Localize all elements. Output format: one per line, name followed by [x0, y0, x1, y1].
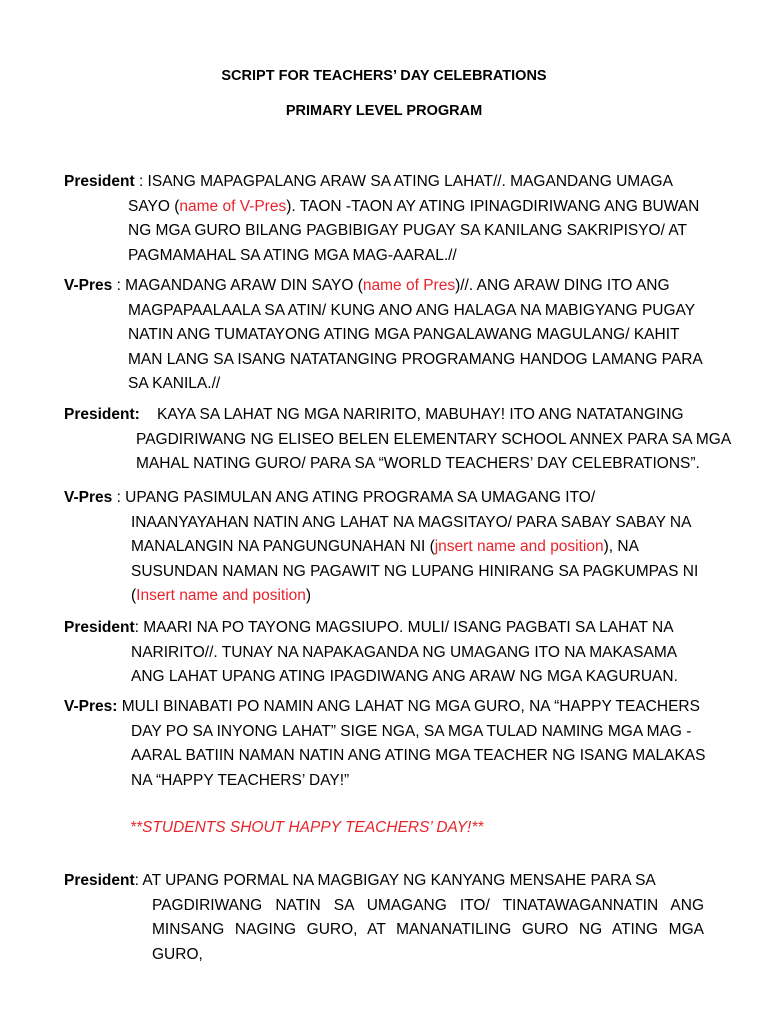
speaker-label: V-Pres	[64, 489, 113, 506]
script-paragraph-vpres-1: V-Pres : MAGANDANG ARAW DIN SAYO (name of Pres)//. ANG ARAW DING ITO ANG MAGPAPAALAALA SA ATIN/ KUNG ANO ANG HALAGA NA MABIGYANG PUGAY NATIN ANG TUMATAYONG ATING MGA PANGALAWANG MAGULANG/ KAHIT MAN LANG SA ISANG NATATANGING PROGRAMANG HANDOG LAMANG PARA SA KANILA.//	[64, 277, 703, 392]
dialogue-text: : ISANG MAPAGPALANG ARAW SA ATING LAHAT//. MAGANDANG UMAGA	[134, 173, 673, 190]
script-paragraph-president-1: President : ISANG MAPAGPALANG ARAW SA ATING LAHAT//. MAGANDANG UMAGA SAYO (name of V-Pres). TAON -TAON AY ATING IPINAGDIRIWANG ANG BUWAN NG MGA GURO BILANG PAGBIBIGAY PUGAY SA KANILANG SAKRIPISYO/ AT PAGMAMAHAL SA ATING MGA MAG-AARAL.//	[64, 173, 700, 264]
speaker-label: President	[64, 872, 135, 889]
script-paragraph-president-2: President: KAYA SA LAHAT NG MGA NARIRITO, MABUHAY! ITO ANG NATATANGING PAGDIRIWANG NG ELISEO BELEN ELEMENTARY SCHOOL ANNEX PARA SA MGA MAHAL NATING GURO/ PARA SA “WORLD TEACHERS’ DAY CELEBRATIONS”.	[64, 406, 732, 472]
placeholder-text: name of Pres	[362, 277, 456, 294]
speaker-label: President	[64, 619, 135, 636]
speaker-label: President	[64, 173, 135, 190]
placeholder-text: name of V-Pres	[179, 197, 287, 215]
script-paragraph-president-3: President: MAARI NA PO TAYONG MAGSIUPO. MULI/ ISANG PAGBATI SA LAHAT NA NARIRITO//. TUNAY NA NAPAKAGANDA NG UMAGANG ITO NA MAKASAMA ANG LAHAT UPANG ATING IPAGDIWANG ANG ARAW NG MGA KAGURUAN.	[64, 619, 678, 685]
script-paragraph-vpres-2: V-Pres : UPANG PASIMULAN ANG ATING PROGRAMA SA UMAGANG ITO/ INAANYAYAHAN NATIN ANG LAHAT NA MAGSITAYO/ PARA SABAY SABAY NA MANALANGIN NA PANGUNGUNAHAN NI (jnsert name and position), NA SUSUNDAN NAMAN NG PAGAWIT NG LUPANG HINIRANG SA PAGKUMPAS NI (Insert name and position)	[64, 489, 699, 604]
speaker-label: V-Pres	[64, 277, 113, 294]
stage-direction: **STUDENTS SHOUT HAPPY TEACHERS’ DAY!**	[130, 819, 484, 836]
document-title: SCRIPT FOR TEACHERS’ DAY CELEBRATIONS	[221, 68, 547, 84]
placeholder-text: jnsert name and position	[434, 538, 604, 555]
placeholder-text: Insert name and position	[136, 587, 306, 604]
script-paragraph-president-4: President: AT UPANG PORMAL NA MAGBIGAY NG KANYANG MENSAHE PARA SA PAGDIRIWANG NATIN SA UMAGANG ITO/ TINATAWAGANNATIN ANG MINSANG NAGING GURO, AT MANANATILING GURO NG ATING MGA GURO,	[64, 872, 704, 963]
script-paragraph-vpres-3: V-Pres: MULI BINABATI PO NAMIN ANG LAHAT NG MGA GURO, NA “HAPPY TEACHERS DAY PO SA INYONG LAHAT” SIGE NGA, SA MGA TULAD NAMING MGA MAG - AARAL BATIIN NAMAN NATIN ANG ATING MGA TEACHER NG ISANG MALAKAS NA “HAPPY TEACHERS’ DAY!”	[64, 698, 706, 789]
speaker-label: V-Pres:	[64, 698, 118, 715]
document-subtitle: PRIMARY LEVEL PROGRAM	[285, 103, 483, 119]
speaker-label: President:	[64, 406, 140, 423]
